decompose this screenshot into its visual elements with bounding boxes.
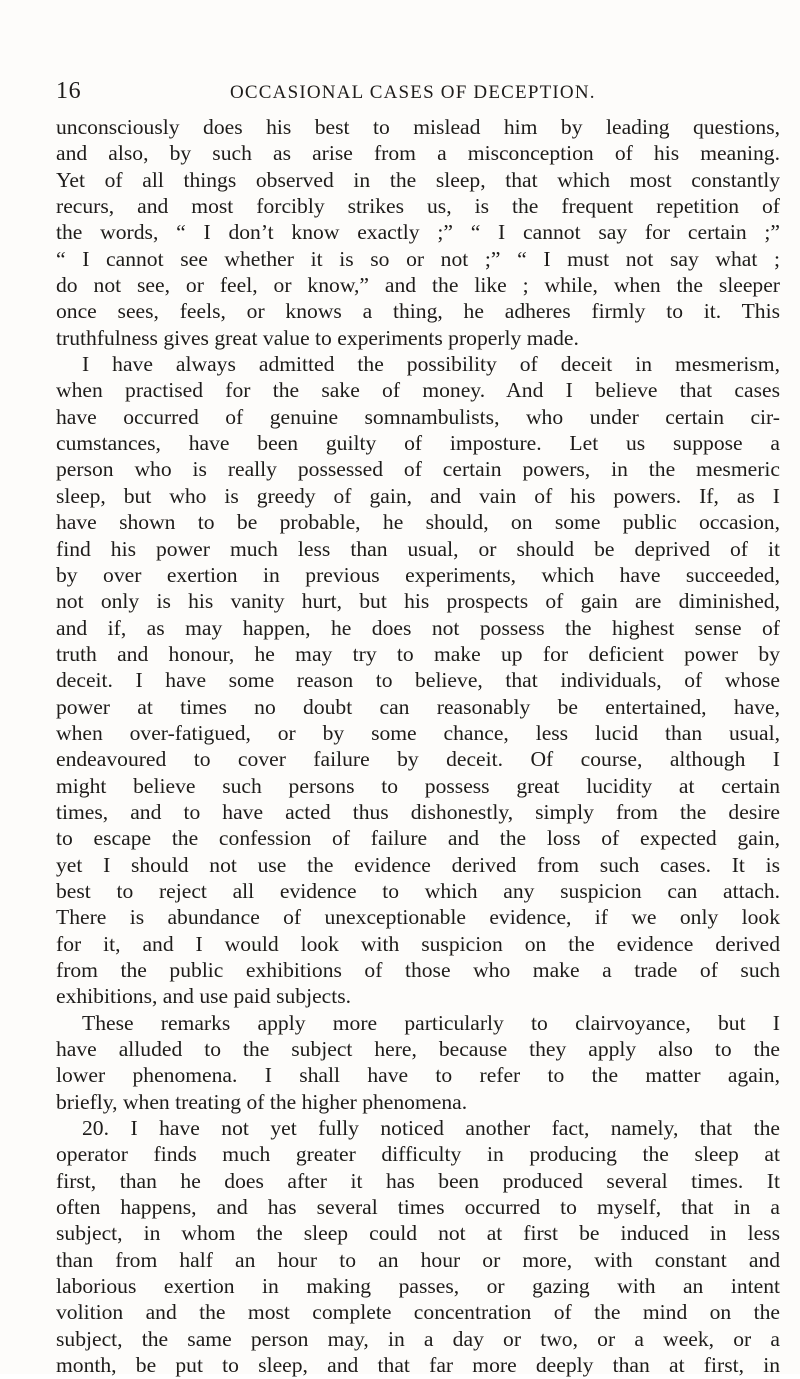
- body-text: [56, 114, 780, 1379]
- text-line: truthfulness gives great value to experiments properly made.: [56, 325, 579, 350]
- text-line: sleep, but who is greedy of gain, and vain of his powers. If, as I: [56, 483, 780, 508]
- text-line: month, be put to sleep, and that far more deeply than at first, in: [56, 1353, 780, 1378]
- text-line: have alluded to the subject here, because they apply also to the: [56, 1037, 780, 1062]
- text-line: These remarks apply more particularly to clairvoyance, but I: [82, 1010, 780, 1035]
- text-line: first, than he does after it has been produced several times. It: [56, 1168, 780, 1193]
- text-line: find his power much less than usual, or should be deprived of it: [56, 536, 780, 561]
- text-line: not only is his vanity hurt, but his prospects of gain are diminished,: [56, 589, 780, 614]
- text-line: unconsciously does his best to mislead him by leading questions,: [56, 115, 780, 139]
- text-line: and if, as may happen, he does not possess the highest sense of: [56, 615, 780, 640]
- text-line: the words, “ I don’t know exactly ;” “ I cannot say for certain ;”: [56, 220, 780, 245]
- text-line: laborious exertion in making passes, or gazing with an intent: [56, 1274, 780, 1299]
- text-line: lower phenomena. I shall have to refer to the matter again,: [56, 1063, 780, 1088]
- text-line: exhibitions, and use paid subjects.: [56, 984, 352, 1009]
- text-line: often happens, and has several times occurred to myself, that in a: [56, 1195, 780, 1220]
- text-line: subject, the same person may, in a day or two, or a week, or a: [56, 1326, 780, 1351]
- text-line: yet I should not use the evidence derived from such cases. It is: [56, 852, 780, 877]
- text-line: deceit. I have some reason to believe, that individuals, of whose: [56, 668, 780, 693]
- text-line: endeavoured to cover failure by deceit. Of course, although I: [56, 747, 780, 772]
- text-line: cumstances, have been guilty of imposture. Let us suppose a: [56, 431, 780, 456]
- text-line: from the public exhibitions of those who make a trade of such: [56, 958, 780, 982]
- text-line: operator finds much greater difficulty in producing the sleep at: [56, 1142, 780, 1167]
- text-line: power at times no doubt can reasonably be entertained, have,: [56, 694, 780, 719]
- text-line: person who is really possessed of certain powers, in the mesmeric: [56, 457, 780, 482]
- text-line: 20. I have not yet fully noticed another fact, namely, that the: [82, 1116, 780, 1141]
- text-line: “ I cannot see whether it is so or not ;” “ I must not say what ;: [56, 246, 780, 271]
- text-line: and also, by such as arise from a misconception of his meaning.: [56, 141, 780, 166]
- text-line: than from half an hour to an hour or more, with constant and: [56, 1247, 780, 1272]
- text-line: best to reject all evidence to which any suspicion can attach.: [56, 878, 780, 903]
- running-head: [56, 78, 776, 108]
- text-line: There is abundance of unexceptionable evidence, if we only look: [56, 905, 780, 930]
- text-line: do not see, or feel, or know,” and the like ; while, when the sleeper: [56, 273, 780, 298]
- text-line: for it, and I would look with suspicion on the evidence derived: [56, 931, 780, 956]
- text-line: subject, in whom the sleep could not at first be induced in less: [56, 1221, 780, 1246]
- running-title: OCCASIONAL CASES OF DECEPTION.: [230, 82, 596, 103]
- text-line: truth and honour, he may try to make up for deficient power by: [56, 641, 780, 666]
- text-line: by over exertion in previous experiments, which have succeeded,: [56, 562, 780, 587]
- text-line: Yet of all things observed in the sleep, that which most constantly: [56, 167, 780, 192]
- page-number: 16: [56, 78, 82, 104]
- text-line: volition and the most complete concentration of the mind on the: [56, 1300, 780, 1325]
- text-line: might believe such persons to possess great lucidity at certain: [56, 773, 780, 798]
- text-line: have shown to be probable, he should, on some public occasion,: [56, 510, 780, 535]
- text-line: briefly, when treating of the higher phenomena.: [56, 1089, 468, 1114]
- text-line: have occurred of genuine somnambulists, who under certain cir-: [56, 404, 780, 429]
- text-line: to escape the confession of failure and the loss of expected gain,: [56, 826, 780, 851]
- text-line: once sees, feels, or knows a thing, he adheres firmly to it. This: [56, 299, 780, 324]
- text-line: recurs, and most forcibly strikes us, is the frequent repetition of: [56, 194, 780, 219]
- text-line: when over-fatigued, or by some chance, less lucid than usual,: [56, 720, 780, 745]
- text-line: when practised for the sake of money. And I believe that cases: [56, 378, 780, 403]
- text-line: I have always admitted the possibility of deceit in mesmerism,: [82, 352, 780, 377]
- text-line: times, and to have acted thus dishonestly, simply from the desire: [56, 799, 780, 824]
